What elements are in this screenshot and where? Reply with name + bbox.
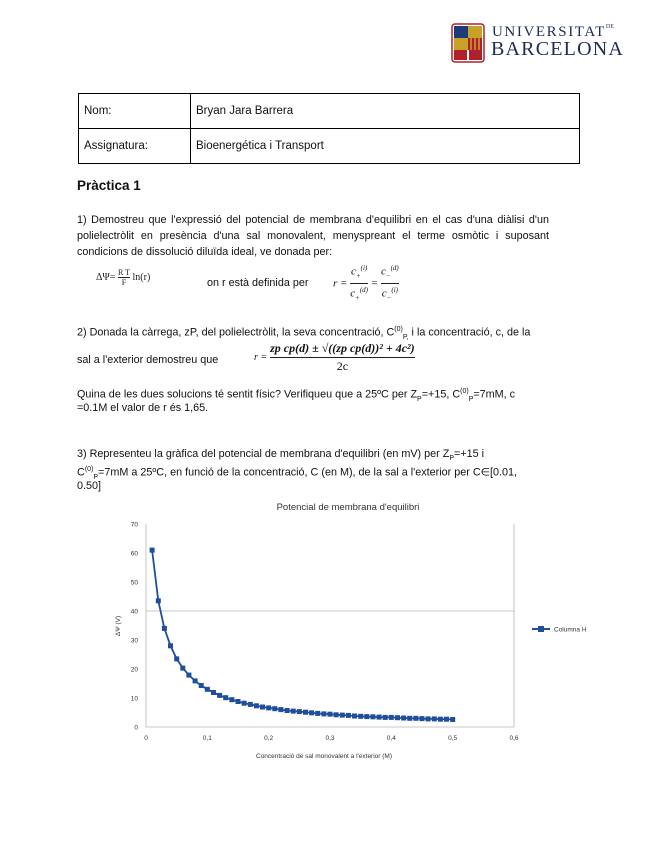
chart-y-tick-label: 50	[130, 579, 138, 587]
chart-y-tick-label: 0	[134, 724, 138, 732]
chart-y-tick-label: 20	[130, 666, 138, 674]
chart-data-point	[370, 714, 375, 719]
chart-data-point	[358, 714, 363, 719]
question-2-line3: Quina de les dues solucions té sentit físic? Verifiqueu que a 25ºC per $Z_P=+15$, $C^{(0)}_P=7mM$, c	[77, 388, 516, 403]
chart-data-point	[407, 716, 412, 721]
chart-x-tick-label: 0	[144, 735, 148, 742]
chart-data-point	[395, 715, 400, 720]
chart-data-point	[260, 705, 265, 710]
chart-title: Potencial de membrana d'equilibri	[276, 502, 420, 513]
where-text: on r està definida per	[207, 277, 309, 289]
chart-data-point	[340, 713, 345, 718]
chart-data-point	[321, 711, 326, 716]
chart-data-point	[168, 643, 173, 648]
chart-y-tick-label: 60	[130, 550, 138, 558]
table-row	[79, 129, 580, 164]
chart-data-point	[334, 712, 339, 717]
chart-data-point	[450, 717, 455, 722]
chart-y-tick-label: 10	[130, 695, 138, 703]
chart-data-point	[401, 716, 406, 721]
formula-delta-psi: ΔΨ= $\frac{\text{R T}}{F}$ ln(r)	[96, 268, 151, 287]
chart-data-point	[199, 683, 204, 688]
question-2-line1: 2) Donada la càrrega, zP, del polielectròlit, la seva concentració, $C^{(0)}_{P,}$ i la concentració, c, de la	[77, 326, 531, 341]
chart-data-point	[156, 598, 161, 603]
chart-x-tick-label: 0,6	[509, 735, 519, 742]
chart-data-point	[162, 626, 167, 631]
chart-data-point	[254, 703, 259, 708]
chart-x-tick-label: 0,3	[325, 735, 335, 742]
legend-label: Columna H	[554, 626, 587, 634]
chart-data-point	[432, 716, 437, 721]
chart-data-point	[346, 713, 351, 718]
chart-data-point	[242, 701, 247, 706]
chart-data-point	[383, 715, 388, 720]
name-label: Nom:	[79, 94, 191, 129]
chart-data-point	[291, 709, 296, 714]
chart-data-point	[248, 702, 253, 707]
logo-line2: BARCELONA	[491, 38, 625, 60]
chart-x-axis-label: Concentració de sal monovalent a l'exterior (M)	[256, 753, 392, 760]
chart-x-tick-label: 0,1	[202, 735, 212, 742]
chart-data-point	[315, 711, 320, 716]
chart-data-point	[217, 693, 222, 698]
chart-data-point	[352, 714, 357, 719]
question-3-line3: 0.50]	[77, 480, 102, 492]
name-value: Bryan Jara Barrera	[191, 94, 580, 129]
chart-data-point	[328, 712, 333, 717]
chart-y-tick-label: 70	[130, 521, 138, 529]
chart-data-point	[364, 714, 369, 719]
chart-data-point	[389, 715, 394, 720]
chart-data-point	[444, 717, 449, 722]
chart-data-point	[309, 710, 314, 715]
question-3-line1: 3) Representeu la gràfica del potencial de membrana d'equilibri (en mV) per $Z_P=+15$ i	[77, 448, 485, 463]
formula-r-solution: r = $\frac{\text{zp cp(d) ± √((zp cp(d))² + 4c²)}}{2c}$	[254, 341, 415, 373]
chart-data-point	[205, 687, 210, 692]
chart-x-tick-label: 0,4	[386, 735, 396, 742]
chart-data-point	[266, 705, 271, 710]
chart-legend	[532, 626, 587, 634]
chart-data-point	[285, 708, 290, 713]
chart-data-point	[278, 707, 283, 712]
university-logo	[446, 20, 626, 68]
potential-chart	[100, 496, 620, 766]
chart-data-point	[223, 695, 228, 700]
chart-x-tick-label: 0,5	[448, 735, 458, 742]
logo-line1: $UNIVERSITAT^{DE}$	[492, 24, 614, 40]
chart-y-axis-label: ΔΨ (V)	[115, 615, 122, 637]
chart-data-point	[272, 706, 277, 711]
chart-data-point	[180, 666, 185, 671]
chart-data-point	[193, 678, 198, 683]
subject-label: Assignatura:	[79, 129, 191, 164]
chart-data-point	[150, 548, 155, 553]
chart-data-point	[174, 656, 179, 661]
formula-r-definition: r = $\frac{c_+^{(i)}}{c_+^{(d)}}$ = $\frac{c_-^{(d)}}{c_-^{(i)}}$	[333, 264, 399, 302]
chart-data-point	[426, 716, 431, 721]
university-crest-icon	[450, 22, 486, 64]
chart-data-point	[297, 709, 302, 714]
chart-y-tick-label: 40	[130, 608, 138, 616]
chart-data-point	[377, 715, 382, 720]
chart-y-tick-label: 30	[130, 637, 138, 645]
question-3-line2: $C^{(0)}_P=7mM$ a 25ºC, en funció de la concentració, C (en M), de la sal a l'exterior per C∈[0.01,	[77, 466, 518, 481]
info-table	[78, 93, 580, 164]
chart-data-point	[211, 690, 216, 695]
question-2-line4: =0.1M el valor de r és 1,65.	[77, 402, 209, 414]
table-row	[79, 94, 580, 129]
chart-data-point	[420, 716, 425, 721]
page-title: Pràctica 1	[77, 178, 141, 193]
chart-data-point	[236, 699, 241, 704]
chart-data-point	[413, 716, 418, 721]
chart-data-point	[229, 697, 234, 702]
question-2-line2: sal a l'exterior demostreu que	[77, 354, 219, 366]
question-1-text: 1) Demostreu que l'expressió del potencial de membrana d'equilibri en el cas d'una diàlisi d'un polielectròlit en presència d'una sal monovalent, menyspreant el terme osmòtic i suposant condicions de dissolució diluïda ideal, ve donada per:	[77, 214, 549, 258]
chart-data-point	[438, 717, 443, 722]
chart-x-tick-label: 0,2	[264, 735, 274, 742]
chart-data-point	[303, 710, 308, 715]
subject-value: Bioenergética i Transport	[191, 129, 580, 164]
chart-data-point	[186, 673, 191, 678]
legend-marker	[538, 626, 544, 632]
chart-series-line	[152, 550, 453, 719]
